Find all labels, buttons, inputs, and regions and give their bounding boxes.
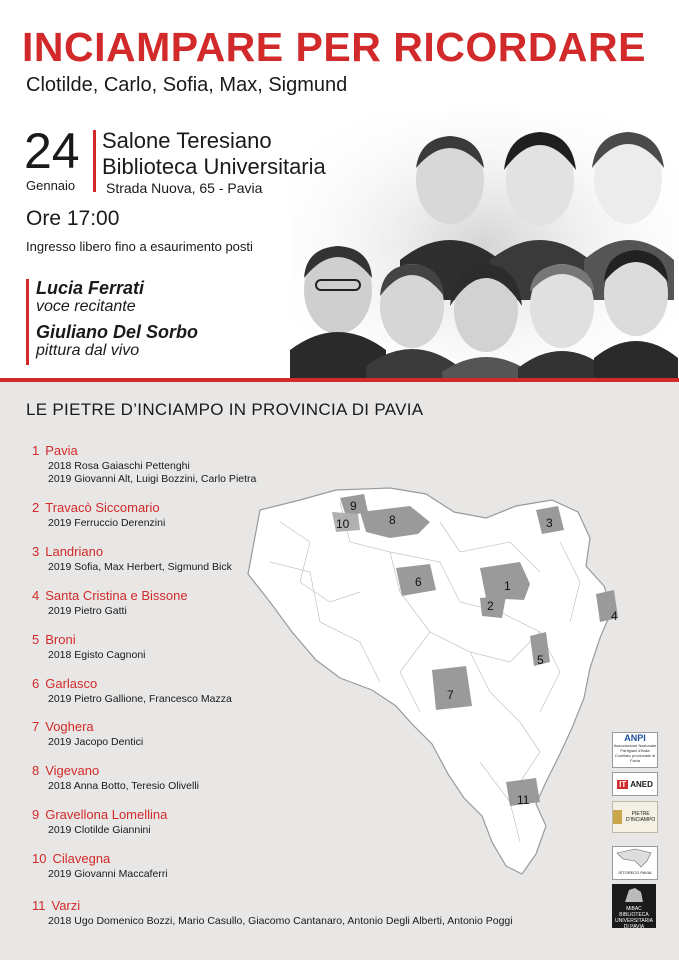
list-item	[32, 718, 143, 749]
statue-icon	[619, 886, 649, 904]
list-item	[32, 543, 232, 574]
location-detail: 2019 Pietro Gallione, Francesco Mazza	[48, 693, 232, 705]
location-detail: 2018 Egisto Cagnoni	[48, 649, 146, 661]
page-subtitle: Clotilde, Carlo, Sofia, Max, Sigmund	[26, 74, 348, 96]
location-number: 2	[32, 500, 40, 515]
location-name: Santa Cristina e Bissone	[45, 588, 188, 603]
location-name: Varzi	[51, 898, 81, 913]
location-detail: 2019 Clotilde Giannini	[48, 824, 151, 836]
map-label: 3	[546, 516, 553, 530]
map-label: 7	[447, 688, 454, 702]
list-item	[32, 806, 167, 837]
location-detail: 2019 Pietro Gatti	[48, 605, 127, 617]
location-number: 8	[32, 763, 40, 778]
location-name: Broni	[45, 632, 76, 647]
location-name: Garlasco	[45, 676, 98, 691]
location-name: Cilavegna	[52, 851, 111, 866]
performer-role: voce recitante	[36, 298, 136, 315]
map-label: 8	[389, 513, 396, 527]
location-number: 7	[32, 719, 40, 734]
location-number: 11	[32, 898, 46, 913]
location-detail: 2019 Giovanni Maccaferri	[48, 868, 168, 880]
list-item	[32, 675, 232, 706]
location-number: 5	[32, 632, 40, 647]
biblioteca-logo-text: MiBAC BIBLIOTECA UNIVERSITARIA DI PAVIA	[615, 906, 653, 930]
list-item	[32, 442, 256, 486]
province-outline	[248, 488, 612, 874]
section-title: LE PIETRE D’INCIAMPO IN PROVINCIA DI PAVIA	[26, 400, 424, 419]
location-name: Gravellona Lomellina	[45, 807, 168, 822]
location-number: 4	[32, 588, 40, 603]
map-label: 4	[611, 609, 618, 623]
anpi-logo-text: ANPI	[624, 733, 646, 743]
location-number: 1	[32, 443, 40, 458]
map-label: 6	[415, 575, 422, 589]
list-item	[32, 897, 513, 928]
anpi-logo	[612, 732, 658, 768]
portraits-collage	[290, 110, 679, 380]
event-day: 24	[24, 123, 80, 179]
performer-name: Giuliano Del Sorbo	[36, 322, 199, 342]
location-name: Vigevano	[45, 763, 100, 778]
location-number: 3	[32, 544, 40, 559]
location-name: Landriano	[45, 544, 104, 559]
venue-line-1: Salone Teresiano	[102, 128, 272, 153]
location-detail: 2018 Rosa Gaiaschi Pettenghi	[48, 460, 190, 472]
entry-note: Ingresso libero fino a esaurimento posti	[26, 239, 253, 254]
aned-logo-text: ANED	[630, 779, 653, 789]
location-number: 9	[32, 807, 40, 822]
performer-role: pittura dal vivo	[36, 342, 140, 359]
istoreco-logo-text: ISTORECO PAVIA	[618, 870, 652, 875]
performers-divider	[26, 279, 29, 365]
event-month: Gennaio	[26, 178, 76, 193]
list-item	[32, 631, 146, 662]
list-item	[32, 499, 165, 530]
location-detail: 2018 Anna Botto, Teresio Olivelli	[48, 780, 199, 792]
map-label: 11	[517, 793, 530, 807]
location-name: Travacò Siccomario	[45, 500, 160, 515]
istoreco-logo	[612, 846, 658, 880]
location-number: 6	[32, 676, 40, 691]
brass-stone-icon	[613, 810, 622, 824]
location-detail: 2018 Ugo Domenico Bozzi, Mario Casullo, Giacomo Cantanaro, Antonio Degli Alberti, Antonio Poggi	[48, 915, 513, 927]
province-map	[240, 482, 630, 882]
aned-logo: IT ANED	[612, 772, 658, 796]
accent-divider	[93, 130, 96, 192]
location-detail: 2019 Jacopo Dentici	[48, 736, 144, 748]
list-item	[32, 587, 188, 618]
map-label: 2	[487, 599, 494, 613]
venue-line-2: Biblioteca Universitaria	[102, 154, 326, 179]
performer-name: Lucia Ferrati	[36, 278, 145, 298]
map-label: 1	[504, 579, 511, 593]
anpi-logo-caption: Associazione Nazionale Partigiani d'Italia Comitato provinciale di Pavia	[613, 743, 657, 763]
page-title: INCIAMPARE PER RICORDARE	[22, 24, 646, 70]
map-label: 10	[336, 517, 350, 531]
biblioteca-logo	[612, 884, 656, 928]
location-name: Voghera	[45, 719, 94, 734]
map-label: 5	[537, 653, 544, 667]
location-detail: 2019 Ferruccio Derenzini	[48, 517, 166, 529]
map-silhouette-icon	[615, 847, 655, 869]
location-number: 10	[32, 851, 47, 866]
list-item	[32, 762, 199, 793]
location-name: Pavia	[45, 443, 78, 458]
event-time: Ore 17:00	[26, 207, 120, 230]
location-detail: 2019 Sofia, Max Herbert, Sigmund Bick	[48, 561, 232, 573]
venue-address: Strada Nuova, 65 - Pavia	[106, 180, 263, 196]
stolpersteine-logo-text: PIETRE D'INCIAMPO	[626, 811, 656, 823]
stolpersteine-logo	[612, 801, 658, 833]
list-item	[32, 850, 168, 881]
location-detail: 2019 Giovanni Alt, Luigi Bozzini, Carlo Pietra	[48, 473, 257, 485]
map-label: 9	[350, 499, 357, 513]
